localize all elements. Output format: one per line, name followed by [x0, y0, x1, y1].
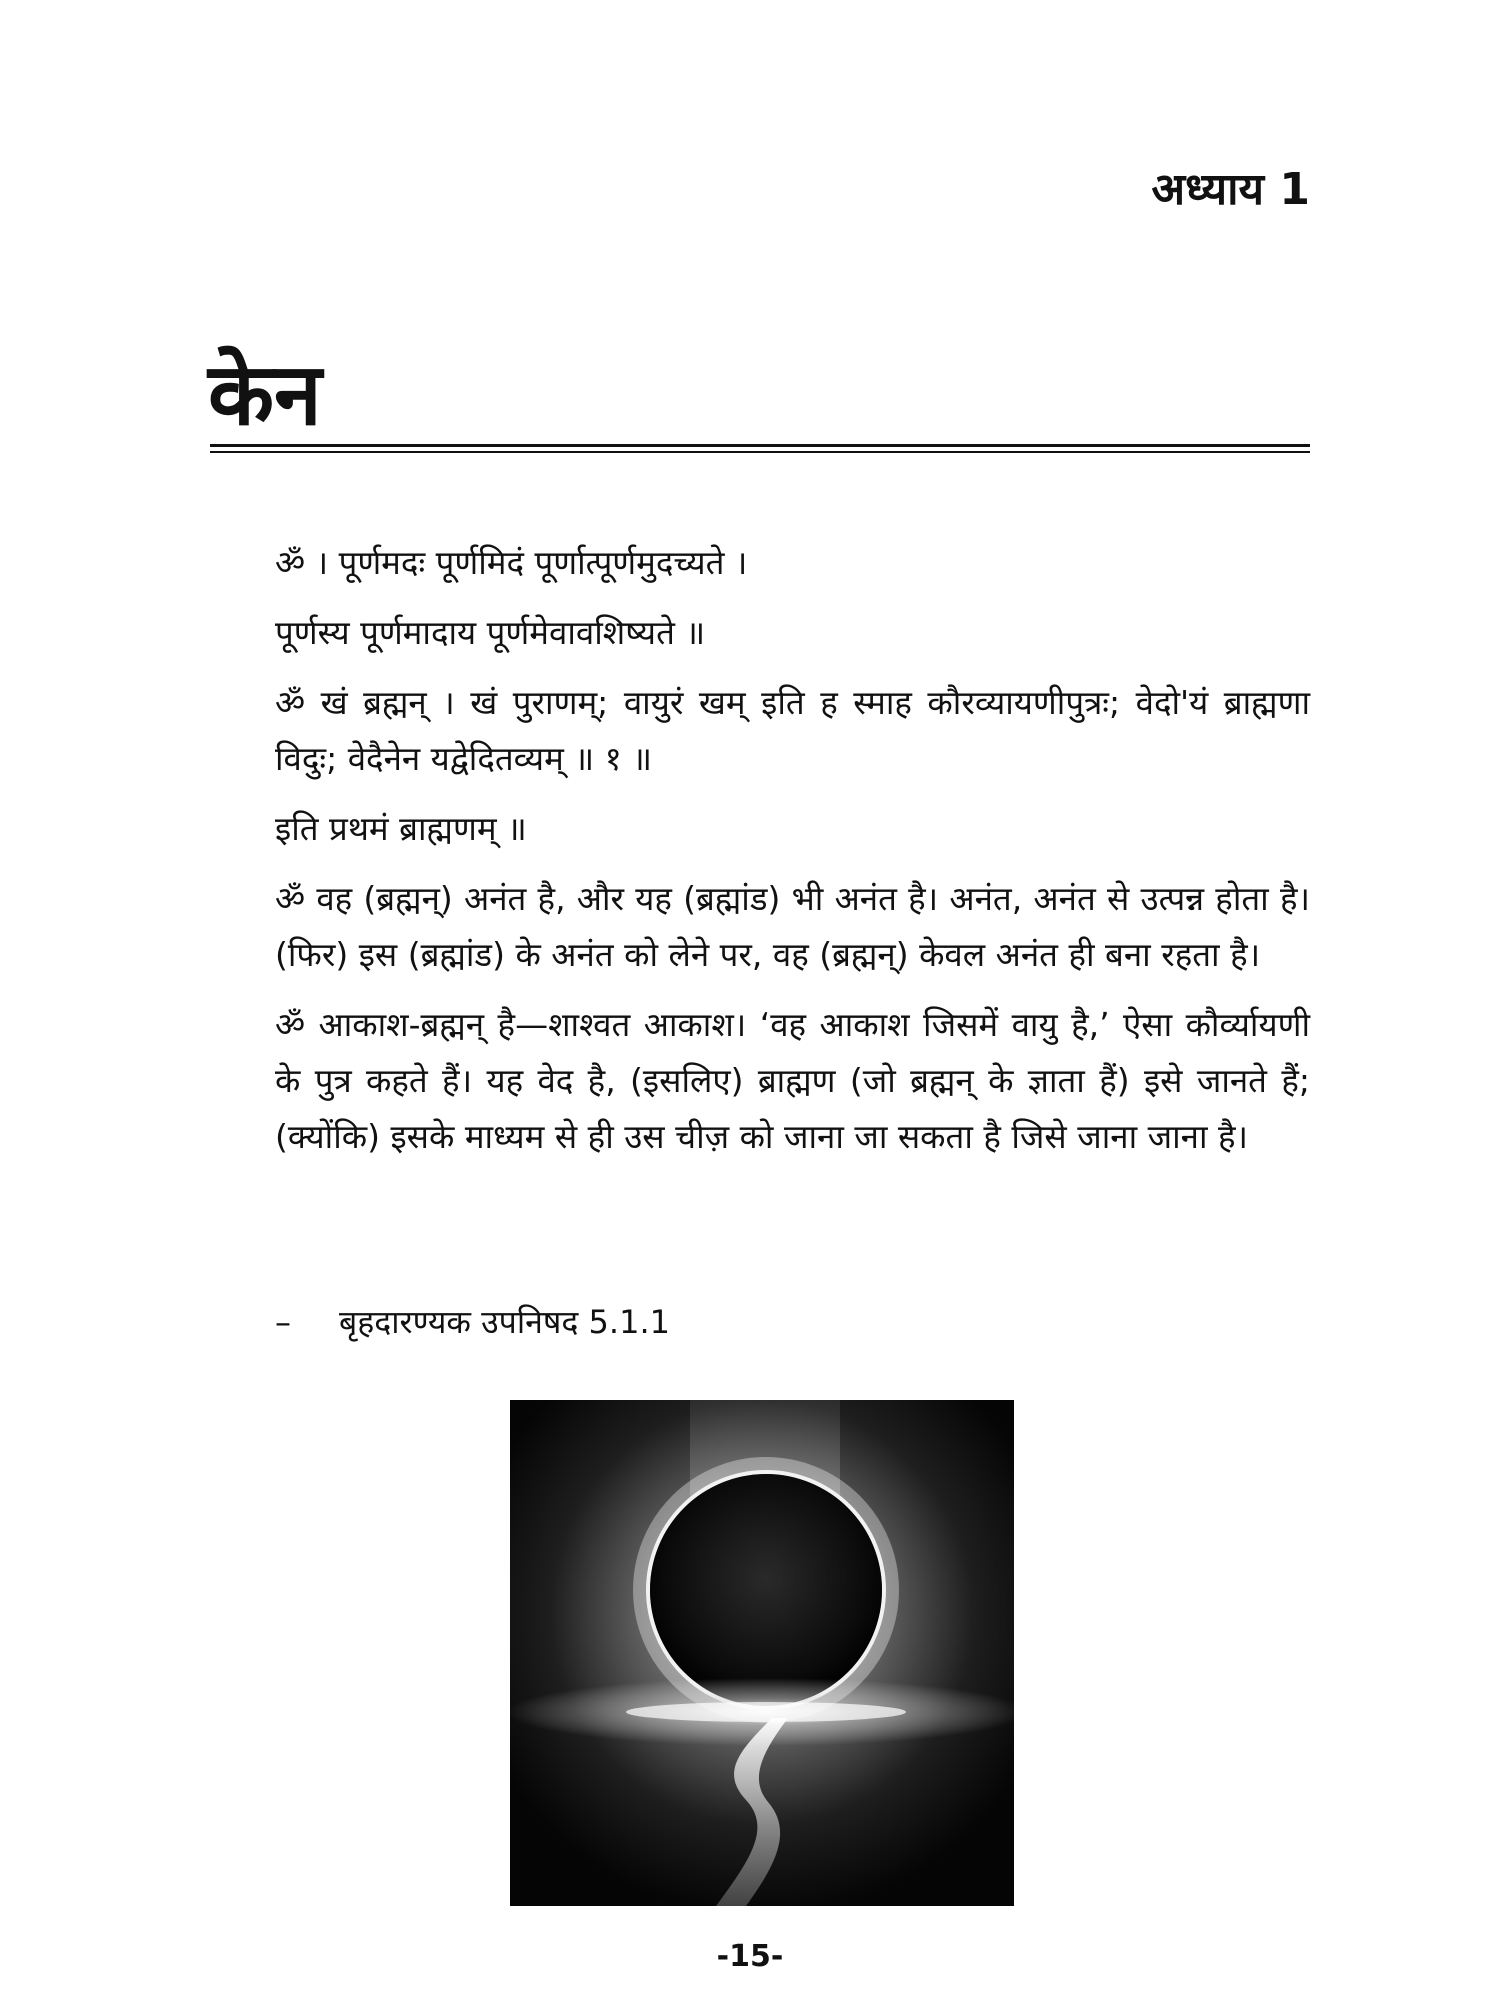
translation-paragraph: ॐ वह (ब्रह्मन्) अनंत है, और यह (ब्रह्मांड) भी अनंत है। अनंत, अनंत से उत्पन्न होता है। (फिर) इस (ब्रह्मांड) के अनंत को लेने पर, वह (ब्रह्मन्) केवल अनंत ही बना रहता है। — [275, 879, 1310, 974]
translation-paragraph: ॐ आकाश-ब्रह्मन् है—शाश्वत आकाश। ‘वह आकाश जिसमें वायु है,’ ऐसा कौर्व्यायणी के पुत्र कहते हैं। यह वेद है, (इसलिए) ब्राह्मण (जो ब्रह्मन् के ज्ञाता हैं) इसे जानते हैं; (क्योंकि) इसके माध्यम से ही उस चीज़ को जाना जा सकता है जिसे जाना जाना है। — [275, 1005, 1310, 1156]
eclipse-image — [510, 1400, 1014, 1906]
eclipse-illustration — [510, 1400, 1014, 1906]
verse-line: ॐ खं ब्रह्मन् । खं पुराणम्; वायुरं खम् इति ह स्माह कौरव्यायणीपुत्रः; वेदो'यं ब्राह्मणा विदुः; वेदैनेन यद्वेदितव्यम् ॥ १ ॥ — [275, 683, 1310, 778]
attribution — [275, 1302, 670, 1342]
verse-line: इति प्रथमं ब्राह्मणम् ॥ — [275, 809, 527, 848]
chapter-label: अध्याय 1 — [1151, 164, 1310, 215]
attribution-source: बृहदारण्यक उपनिषद 5.1.1 — [339, 1303, 670, 1341]
verse-line: ॐ । पूर्णमदः पूर्णमिदं पूर्णात्पूर्णमुदच्यते । — [275, 543, 748, 582]
page-number: -15- — [716, 1939, 784, 1974]
verse-line: पूर्णस्य पूर्णमादाय पूर्णमेवावशिष्यते ॥ — [275, 613, 706, 652]
attribution-dash: – — [275, 1303, 291, 1341]
chapter-title: केन — [208, 345, 322, 445]
body-text — [275, 535, 1310, 1179]
title-divider — [210, 444, 1310, 453]
